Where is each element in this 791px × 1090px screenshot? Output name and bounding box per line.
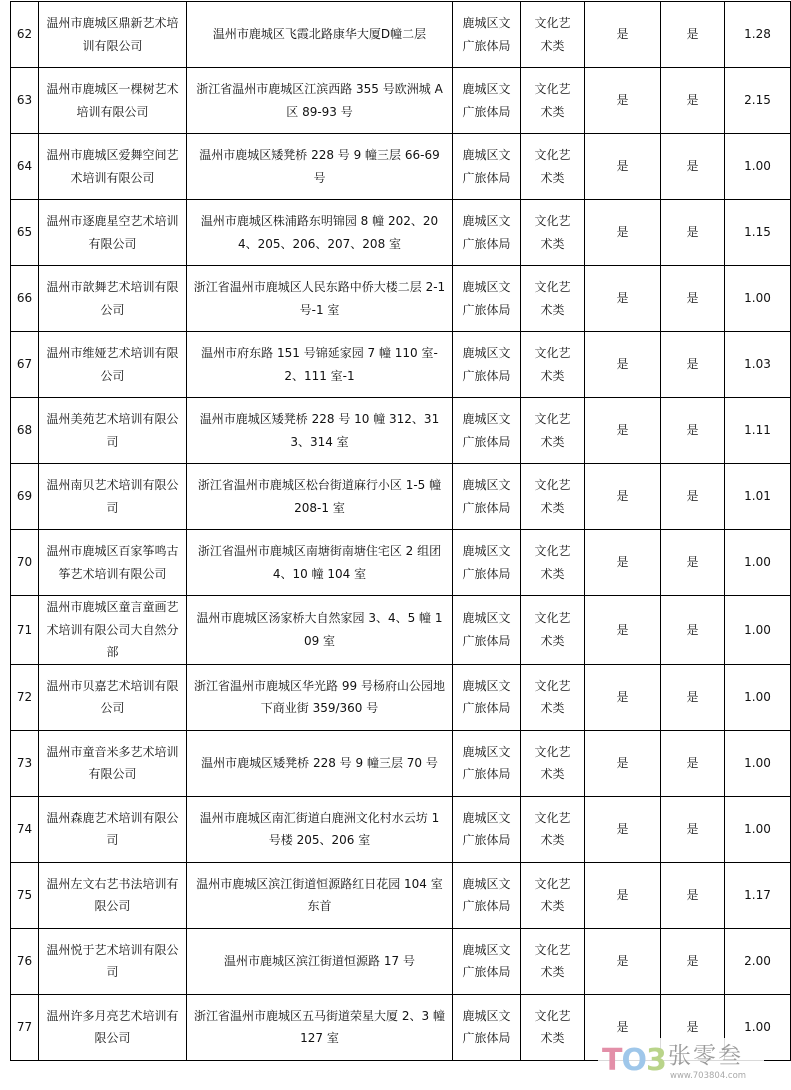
value-cell: 1.00 bbox=[725, 596, 791, 665]
row-number-cell: 72 bbox=[11, 664, 39, 730]
flag-one-cell: 是 bbox=[585, 664, 661, 730]
table-row bbox=[11, 134, 791, 200]
flag-one-cell: 是 bbox=[585, 730, 661, 796]
flag-one-cell: 是 bbox=[585, 994, 661, 1060]
table-row bbox=[11, 266, 791, 332]
table-row bbox=[11, 664, 791, 730]
address-cell: 温州市鹿城区南汇街道白鹿洲文化村水云坊 1 号楼 205、206 室 bbox=[187, 796, 453, 862]
company-name-cell: 温州市鹿城区爱舞空间艺术培训有限公司 bbox=[39, 134, 187, 200]
company-name-cell: 温州市鹿城区一棵树艺术培训有限公司 bbox=[39, 68, 187, 134]
row-number-cell: 63 bbox=[11, 68, 39, 134]
department-cell: 鹿城区文广旅体局 bbox=[453, 994, 521, 1060]
table-row bbox=[11, 730, 791, 796]
flag-two-cell: 是 bbox=[661, 68, 725, 134]
category-cell: 文化艺术类 bbox=[521, 200, 585, 266]
address-cell: 温州市府东路 151 号锦延家园 7 幢 110 室-2、111 室-1 bbox=[187, 332, 453, 398]
value-cell: 1.00 bbox=[725, 796, 791, 862]
value-cell: 1.28 bbox=[725, 2, 791, 68]
value-cell: 2.00 bbox=[725, 928, 791, 994]
address-cell: 温州市鹿城区矮凳桥 228 号 9 幢三层 66-69 号 bbox=[187, 134, 453, 200]
address-cell: 温州市鹿城区滨江街道恒源路 17 号 bbox=[187, 928, 453, 994]
watermark-text: 张零叁 bbox=[668, 1043, 743, 1069]
row-number-cell: 71 bbox=[11, 596, 39, 665]
address-cell: 浙江省温州市鹿城区江滨西路 355 号欧洲城 A 区 89-93 号 bbox=[187, 68, 453, 134]
row-number-cell: 68 bbox=[11, 398, 39, 464]
category-cell: 文化艺术类 bbox=[521, 398, 585, 464]
flag-two-cell: 是 bbox=[661, 730, 725, 796]
row-number-cell: 67 bbox=[11, 332, 39, 398]
flag-two-cell: 是 bbox=[661, 928, 725, 994]
flag-two-cell: 是 bbox=[661, 994, 725, 1060]
category-cell: 文化艺术类 bbox=[521, 928, 585, 994]
table-body bbox=[11, 2, 791, 1061]
watermark bbox=[598, 1038, 764, 1086]
flag-two-cell: 是 bbox=[661, 862, 725, 928]
flag-two-cell: 是 bbox=[661, 796, 725, 862]
flag-one-cell: 是 bbox=[585, 266, 661, 332]
flag-one-cell: 是 bbox=[585, 68, 661, 134]
flag-two-cell: 是 bbox=[661, 266, 725, 332]
value-cell: 1.17 bbox=[725, 862, 791, 928]
value-cell: 1.00 bbox=[725, 664, 791, 730]
flag-one-cell: 是 bbox=[585, 464, 661, 530]
row-number-cell: 73 bbox=[11, 730, 39, 796]
flag-two-cell: 是 bbox=[661, 596, 725, 665]
company-name-cell: 温州许多月亮艺术培训有限公司 bbox=[39, 994, 187, 1060]
row-number-cell: 75 bbox=[11, 862, 39, 928]
department-cell: 鹿城区文广旅体局 bbox=[453, 2, 521, 68]
value-cell: 1.00 bbox=[725, 530, 791, 596]
flag-one-cell: 是 bbox=[585, 530, 661, 596]
address-cell: 浙江省温州市鹿城区华光路 99 号杨府山公园地下商业街 359/360 号 bbox=[187, 664, 453, 730]
flag-two-cell: 是 bbox=[661, 134, 725, 200]
department-cell: 鹿城区文广旅体局 bbox=[453, 730, 521, 796]
table-row bbox=[11, 928, 791, 994]
category-cell: 文化艺术类 bbox=[521, 730, 585, 796]
value-cell: 1.11 bbox=[725, 398, 791, 464]
row-number-cell: 62 bbox=[11, 2, 39, 68]
category-cell: 文化艺术类 bbox=[521, 862, 585, 928]
category-cell: 文化艺术类 bbox=[521, 68, 585, 134]
department-cell: 鹿城区文广旅体局 bbox=[453, 796, 521, 862]
address-cell: 浙江省温州市鹿城区人民东路中侨大楼二层 2-1 号-1 室 bbox=[187, 266, 453, 332]
table-row bbox=[11, 596, 791, 665]
row-number-cell: 77 bbox=[11, 994, 39, 1060]
row-number-cell: 76 bbox=[11, 928, 39, 994]
value-cell: 1.00 bbox=[725, 730, 791, 796]
company-name-cell: 温州市歆舞艺术培训有限公司 bbox=[39, 266, 187, 332]
department-cell: 鹿城区文广旅体局 bbox=[453, 332, 521, 398]
flag-one-cell: 是 bbox=[585, 928, 661, 994]
enterprise-table bbox=[10, 1, 791, 1061]
row-number-cell: 74 bbox=[11, 796, 39, 862]
watermark-url: www.703804.com bbox=[670, 1071, 747, 1081]
value-cell: 1.00 bbox=[725, 266, 791, 332]
table-row bbox=[11, 862, 791, 928]
value-cell: 2.15 bbox=[725, 68, 791, 134]
value-cell: 1.01 bbox=[725, 464, 791, 530]
table-row bbox=[11, 530, 791, 596]
category-cell: 文化艺术类 bbox=[521, 664, 585, 730]
department-cell: 鹿城区文广旅体局 bbox=[453, 134, 521, 200]
row-number-cell: 70 bbox=[11, 530, 39, 596]
company-name-cell: 温州市贝嘉艺术培训有限公司 bbox=[39, 664, 187, 730]
department-cell: 鹿城区文广旅体局 bbox=[453, 596, 521, 665]
company-name-cell: 温州市鹿城区鼎新艺术培训有限公司 bbox=[39, 2, 187, 68]
row-number-cell: 66 bbox=[11, 266, 39, 332]
department-cell: 鹿城区文广旅体局 bbox=[453, 68, 521, 134]
flag-one-cell: 是 bbox=[585, 596, 661, 665]
category-cell: 文化艺术类 bbox=[521, 596, 585, 665]
table-row bbox=[11, 464, 791, 530]
table-row bbox=[11, 200, 791, 266]
address-cell: 温州市鹿城区株浦路东明锦园 8 幢 202、204、205、206、207、208 室 bbox=[187, 200, 453, 266]
table-row bbox=[11, 2, 791, 68]
address-cell: 温州市鹿城区滨江街道恒源路红日花园 104 室东首 bbox=[187, 862, 453, 928]
category-cell: 文化艺术类 bbox=[521, 464, 585, 530]
flag-one-cell: 是 bbox=[585, 796, 661, 862]
table-row bbox=[11, 796, 791, 862]
value-cell: 1.15 bbox=[725, 200, 791, 266]
table-row bbox=[11, 332, 791, 398]
flag-one-cell: 是 bbox=[585, 2, 661, 68]
flag-two-cell: 是 bbox=[661, 398, 725, 464]
company-name-cell: 温州悦于艺术培训有限公司 bbox=[39, 928, 187, 994]
category-cell: 文化艺术类 bbox=[521, 134, 585, 200]
flag-two-cell: 是 bbox=[661, 200, 725, 266]
table-row bbox=[11, 68, 791, 134]
flag-two-cell: 是 bbox=[661, 530, 725, 596]
department-cell: 鹿城区文广旅体局 bbox=[453, 398, 521, 464]
flag-two-cell: 是 bbox=[661, 332, 725, 398]
flag-one-cell: 是 bbox=[585, 332, 661, 398]
company-name-cell: 温州市维娅艺术培训有限公司 bbox=[39, 332, 187, 398]
category-cell: 文化艺术类 bbox=[521, 332, 585, 398]
row-number-cell: 69 bbox=[11, 464, 39, 530]
category-cell: 文化艺术类 bbox=[521, 530, 585, 596]
department-cell: 鹿城区文广旅体局 bbox=[453, 862, 521, 928]
company-name-cell: 温州左文右艺书法培训有限公司 bbox=[39, 862, 187, 928]
department-cell: 鹿城区文广旅体局 bbox=[453, 664, 521, 730]
address-cell: 温州市鹿城区矮凳桥 228 号 10 幢 312、313、314 室 bbox=[187, 398, 453, 464]
category-cell: 文化艺术类 bbox=[521, 796, 585, 862]
category-cell: 文化艺术类 bbox=[521, 994, 585, 1060]
flag-two-cell: 是 bbox=[661, 664, 725, 730]
company-name-cell: 温州市逐鹿星空艺术培训有限公司 bbox=[39, 200, 187, 266]
flag-one-cell: 是 bbox=[585, 200, 661, 266]
flag-two-cell: 是 bbox=[661, 2, 725, 68]
department-cell: 鹿城区文广旅体局 bbox=[453, 200, 521, 266]
value-cell: 1.00 bbox=[725, 134, 791, 200]
company-name-cell: 温州森鹿艺术培训有限公司 bbox=[39, 796, 187, 862]
table-row bbox=[11, 398, 791, 464]
address-cell: 浙江省温州市鹿城区南塘街南塘住宅区 2 组团 4、10 幢 104 室 bbox=[187, 530, 453, 596]
address-cell: 浙江省温州市鹿城区五马街道荣星大厦 2、3 幢 127 室 bbox=[187, 994, 453, 1060]
address-cell: 浙江省温州市鹿城区松台街道麻行小区 1-5 幢 208-1 室 bbox=[187, 464, 453, 530]
company-name-cell: 温州市鹿城区百家筝鸣古筝艺术培训有限公司 bbox=[39, 530, 187, 596]
row-number-cell: 64 bbox=[11, 134, 39, 200]
value-cell: 1.03 bbox=[725, 332, 791, 398]
department-cell: 鹿城区文广旅体局 bbox=[453, 464, 521, 530]
department-cell: 鹿城区文广旅体局 bbox=[453, 266, 521, 332]
watermark-logo: TO3 bbox=[602, 1043, 666, 1078]
address-cell: 温州市鹿城区汤家桥大自然家园 3、4、5 幢 109 室 bbox=[187, 596, 453, 665]
flag-one-cell: 是 bbox=[585, 398, 661, 464]
row-number-cell: 65 bbox=[11, 200, 39, 266]
flag-two-cell: 是 bbox=[661, 464, 725, 530]
department-cell: 鹿城区文广旅体局 bbox=[453, 928, 521, 994]
company-name-cell: 温州南贝艺术培训有限公司 bbox=[39, 464, 187, 530]
address-cell: 温州市鹿城区矮凳桥 228 号 9 幢三层 70 号 bbox=[187, 730, 453, 796]
flag-one-cell: 是 bbox=[585, 134, 661, 200]
address-cell: 温州市鹿城区飞霞北路康华大厦D幢二层 bbox=[187, 2, 453, 68]
category-cell: 文化艺术类 bbox=[521, 266, 585, 332]
company-name-cell: 温州市鹿城区童言童画艺术培训有限公司大自然分部 bbox=[39, 596, 187, 665]
flag-one-cell: 是 bbox=[585, 862, 661, 928]
value-cell: 1.00 bbox=[725, 994, 791, 1060]
company-name-cell: 温州市童音米多艺术培训有限公司 bbox=[39, 730, 187, 796]
category-cell: 文化艺术类 bbox=[521, 2, 585, 68]
company-name-cell: 温州美苑艺术培训有限公司 bbox=[39, 398, 187, 464]
department-cell: 鹿城区文广旅体局 bbox=[453, 530, 521, 596]
